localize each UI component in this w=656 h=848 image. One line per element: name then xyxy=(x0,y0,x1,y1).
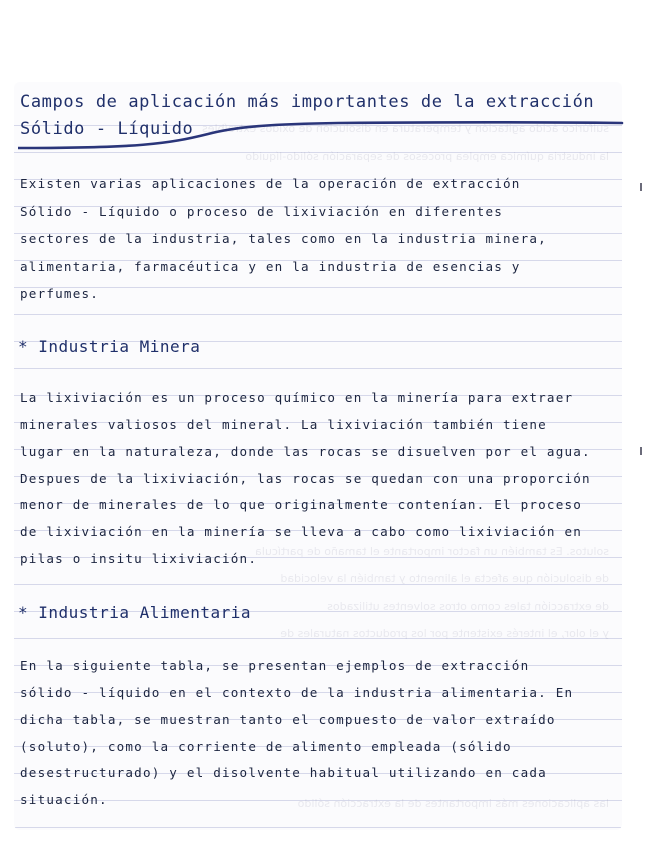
page-title-line-1: Campos de aplicación más importantes de la extracción xyxy=(20,92,595,112)
bleed-through-text: de extracción tales como otros solventes utilizados xyxy=(327,600,609,613)
intro-line: Sólido - Líquido o proceso de lixiviación en diferentes xyxy=(20,204,504,219)
food-line: situación. xyxy=(20,792,108,807)
section-heading-mining: * Industria Minera xyxy=(18,337,201,356)
margin-mark xyxy=(640,447,642,455)
intro-line: sectores de la industria, tales como en la industria minera, xyxy=(20,231,547,246)
food-line: En la siguiente tabla, se presentan ejemplos de extracción xyxy=(20,658,530,673)
bleed-through-text: sulfúrico ácido agitación y temperatura en disolución de óxidos extraíbles xyxy=(202,122,609,135)
bleed-through-text: las aplicaciones más importantes de la extracción sólido xyxy=(297,797,609,810)
section-heading-food: * Industria Alimentaria xyxy=(18,603,252,622)
mining-line: minerales valiosos del mineral. La lixiviación también tiene xyxy=(20,417,547,432)
mining-line: La lixiviación es un proceso químico en la minería para extraer xyxy=(20,390,574,405)
mining-line: Despues de la lixiviación, las rocas se quedan con una proporción xyxy=(20,471,591,486)
title-underline xyxy=(18,108,630,156)
food-line: sólido - líquido en el contexto de la industria alimentaria. En xyxy=(20,685,574,700)
page-title-line-2: Sólido - Líquido xyxy=(20,119,194,139)
mining-line: lugar en la naturaleza, donde las rocas se disuelven por el agua. xyxy=(20,444,591,459)
mining-line: pilas o insitu lixiviación. xyxy=(20,551,258,566)
bleed-through-text: la industria química emplea procesos de separación sólido-líquido xyxy=(245,150,609,163)
intro-line: perfumes. xyxy=(20,286,100,301)
intro-line: alimentaria, farmacéutica y en la industria de esencias y xyxy=(20,259,521,274)
food-line: dicha tabla, se muestran tanto el compuesto de valor extraído xyxy=(20,712,556,727)
margin-mark xyxy=(640,183,642,191)
food-line: desestructurado) y el disolvente habitual utilizando en cada xyxy=(20,765,547,780)
intro-line: Existen varias aplicaciones de la operación de extracción xyxy=(20,176,521,191)
bleed-through-text: y el olor, el interés existente por los productos naturales de xyxy=(280,627,609,640)
mining-line: de lixiviación en la minería se lleva a cabo como lixiviación en xyxy=(20,524,583,539)
bleed-through-text: solutos. Es también un factor importante el tamaño de partícula xyxy=(255,545,609,558)
food-line: (soluto), como la corriente de alimento empleada (sólido xyxy=(20,739,512,754)
mining-line: menor de minerales de lo que originalmente contenían. El proceso xyxy=(20,497,583,512)
bleed-through-text: de disolución que afecta el alimento y también la velocidad xyxy=(280,572,609,585)
